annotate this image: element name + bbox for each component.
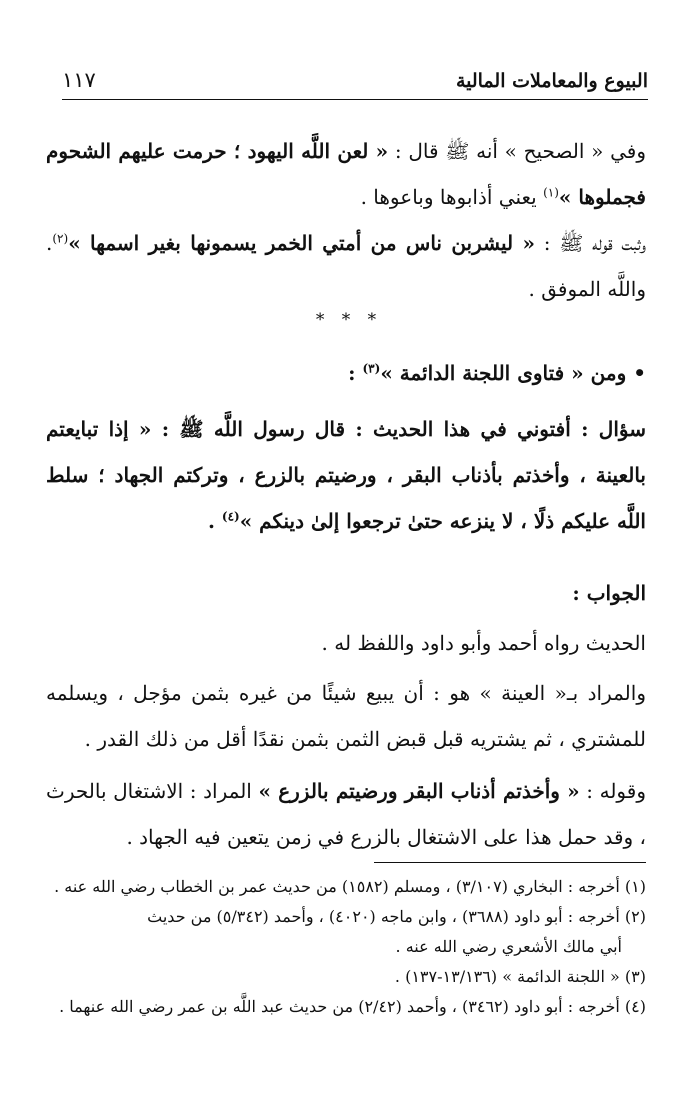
page-number: ١١٧ bbox=[62, 68, 96, 92]
answer-paragraph-3 bbox=[46, 768, 646, 860]
footnote-2 bbox=[46, 902, 646, 962]
hadith-quote: « ليشربن ناس من أمتي الخمر يسمونها بغير اسمها » bbox=[68, 231, 535, 255]
answer-heading: الجواب : bbox=[572, 581, 646, 605]
paragraph-wine-hadith bbox=[46, 220, 646, 312]
answer-paragraph-2 bbox=[46, 670, 646, 762]
footnote-2-line-2: أبي مالك الأشعري رضي الله عنه . bbox=[395, 937, 622, 956]
footnote-ref: (٤) bbox=[221, 509, 240, 524]
footnote-1: (١) أخرجه : البخاري (٣/١٠٧) ، ومسلم (١٥٨٢) من حديث عمر بن الخطاب رضي الله عنه . bbox=[54, 877, 646, 896]
hadith-quote: « لعن اللَّه اليهود ؛ حرمت عليهم الشحوم فجملوها » bbox=[46, 139, 646, 209]
footnote-3: (٣) « اللجنة الدائمة » (١٣/١٣٦-١٣٧) . bbox=[394, 967, 646, 986]
paragraph-text: والمراد بـ« العينة » هو : أن يبيع شيئًا من غيره بثمن مؤجل ، ويسلمه للمشتري ، ثم يشتريه قبل قبض الثمن بثمن نقدًا أقل من ذلك القدر . bbox=[46, 681, 646, 751]
heading-colon: : bbox=[348, 361, 363, 385]
running-title: البيوع والمعاملات المالية bbox=[455, 70, 648, 92]
paragraph-text: وثبت قوله ﷺ : bbox=[535, 231, 647, 255]
section-separator: * * * bbox=[315, 310, 383, 330]
footnote-ref: (٢) bbox=[52, 231, 69, 246]
paragraph-text: وفي « الصحيح » أنه ﷺ قال : bbox=[388, 139, 647, 163]
paragraph-text: المراد : الاشتغال بالحرث ، وقد حمل هذا على الاشتغال بالزرع في زمن يتعين فيه الجهاد . bbox=[46, 779, 646, 849]
section-heading bbox=[46, 350, 646, 396]
footnote-ref: (٣) bbox=[362, 361, 381, 376]
paragraph-sahih-hadith bbox=[46, 128, 646, 220]
header-rule bbox=[62, 99, 648, 100]
heading-text: ومن « فتاوى اللجنة الدائمة » bbox=[380, 361, 627, 385]
paragraph-text: وقوله : bbox=[579, 779, 646, 803]
question-paragraph bbox=[46, 406, 646, 544]
footnote-2-line-1: (٢) أخرجه : أبو داود (٣٦٨٨) ، وابن ماجه (٤٠٢٠) ، وأحمد (٥/٣٤٢) من حديث bbox=[147, 907, 646, 926]
question-end: . bbox=[207, 509, 222, 533]
hadith-quote: « وأخذتم أذناب البقر ورضيتم بالزرع » bbox=[258, 779, 580, 803]
footnote-ref: (١) bbox=[543, 185, 559, 200]
footnote-separator bbox=[374, 862, 646, 863]
footnote-4: (٤) أخرجه : أبو داود (٣٤٦٢) ، وأحمد (٢/٤٢) من حديث عبد اللَّه بن عمر رضي الله عنهما . bbox=[59, 997, 646, 1016]
answer-paragraph-1: الحديث رواه أحمد وأبو داود واللفظ له . bbox=[321, 631, 646, 655]
paragraph-text: . واللَّه الموفق . bbox=[46, 231, 646, 301]
bullet: • bbox=[633, 361, 646, 385]
page-header bbox=[62, 64, 648, 104]
question-text: سؤال : أفتوني في هذا الحديث : قال رسول اللَّه ﷺ : « إذا تبايعتم بالعينة ، وأخذتم بأذناب البقر ، ورضيتم بالزرع ، وتركتم الجهاد ؛ سلط اللَّه عليكم ذلًا ، لا ينزعه حتىٰ ترجعوا إلىٰ دينكم » bbox=[46, 417, 646, 533]
paragraph-text: يعني أذابوها وباعوها . bbox=[360, 185, 544, 209]
